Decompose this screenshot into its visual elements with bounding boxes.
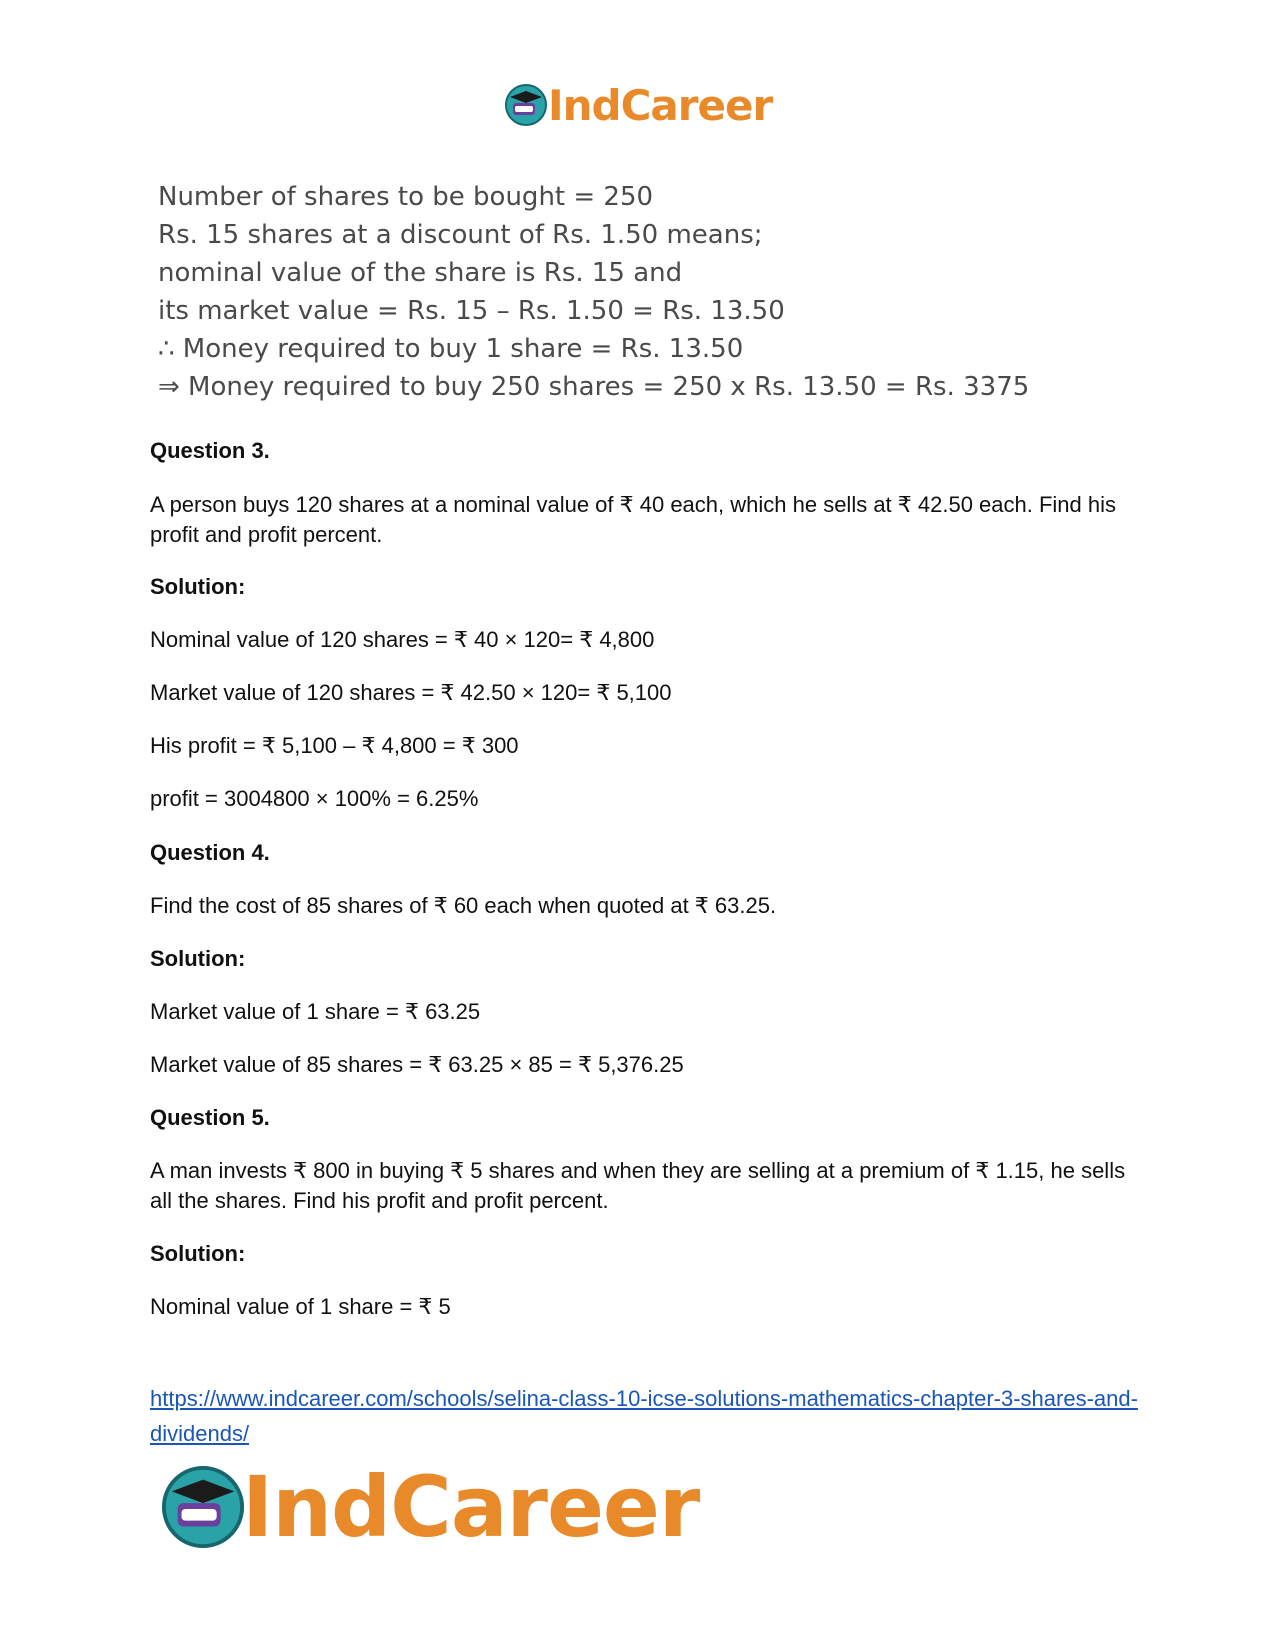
graduation-globe-icon: [504, 83, 548, 127]
solution-step: His profit = ₹ 5,100 – ₹ 4,800 = ₹ 300: [150, 733, 519, 758]
source-link[interactable]: https://www.indcareer.com/schools/selina-class-10-icse-solutions-mathematics-chapter-3-shares-and-dividends/: [150, 1386, 1138, 1446]
question-5-text: A man invests ₹ 800 in buying ₹ 5 shares and when they are selling at a premium of ₹ 1.15, he sells all the shares. Find his profit and profit percent.: [150, 1158, 1126, 1213]
solution-step: Market value of 120 shares = ₹ 42.50 × 120= ₹ 5,100: [150, 680, 672, 705]
image-line: nominal value of the share is Rs. 15 and: [158, 258, 683, 288]
image-line: Number of shares to be bought = 250: [158, 182, 654, 212]
solution-step: profit = 3004800 × 100% = 6.25%: [150, 786, 479, 811]
brand-wordmark: IndCareer: [242, 1458, 700, 1556]
question-4-text: Find the cost of 85 shares of ₹ 60 each when quoted at ₹ 63.25.: [150, 893, 777, 918]
solution-step: Market value of 1 share = ₹ 63.25: [150, 999, 481, 1024]
solution-label: Solution:: [150, 574, 246, 599]
solution-image-q2: [158, 178, 1030, 406]
image-line: ⇒ Money required to buy 250 shares = 250 x Rs. 13.50 = Rs. 3375: [158, 372, 1030, 402]
document-body: [150, 436, 1130, 1322]
image-line: ∴ Money required to buy 1 share = Rs. 13.50: [158, 334, 744, 364]
solution-label: Solution:: [150, 946, 246, 971]
brand-wordmark: IndCareer: [548, 80, 773, 130]
solution-label: Solution:: [150, 1241, 246, 1266]
image-line: Rs. 15 shares at a discount of Rs. 1.50 means;: [158, 220, 763, 250]
solution-step: Market value of 85 shares = ₹ 63.25 × 85 = ₹ 5,376.25: [150, 1052, 684, 1077]
question-4-heading: Question 4.: [150, 840, 270, 865]
question-5-heading: Question 5.: [150, 1105, 270, 1130]
footer-logo: [160, 1458, 700, 1556]
question-3-heading: Question 3.: [150, 438, 270, 463]
header-logo: [504, 78, 772, 132]
question-3-text: A person buys 120 shares at a nominal value of ₹ 40 each, which he sells at ₹ 42.50 each. Find his profit and profit percent.: [150, 492, 1117, 547]
solution-step: Nominal value of 120 shares = ₹ 40 × 120= ₹ 4,800: [150, 627, 655, 652]
solution-step: Nominal value of 1 share = ₹ 5: [150, 1294, 451, 1319]
image-line: its market value = Rs. 15 – Rs. 1.50 = Rs. 13.50: [158, 296, 785, 326]
graduation-globe-icon: [160, 1464, 246, 1550]
